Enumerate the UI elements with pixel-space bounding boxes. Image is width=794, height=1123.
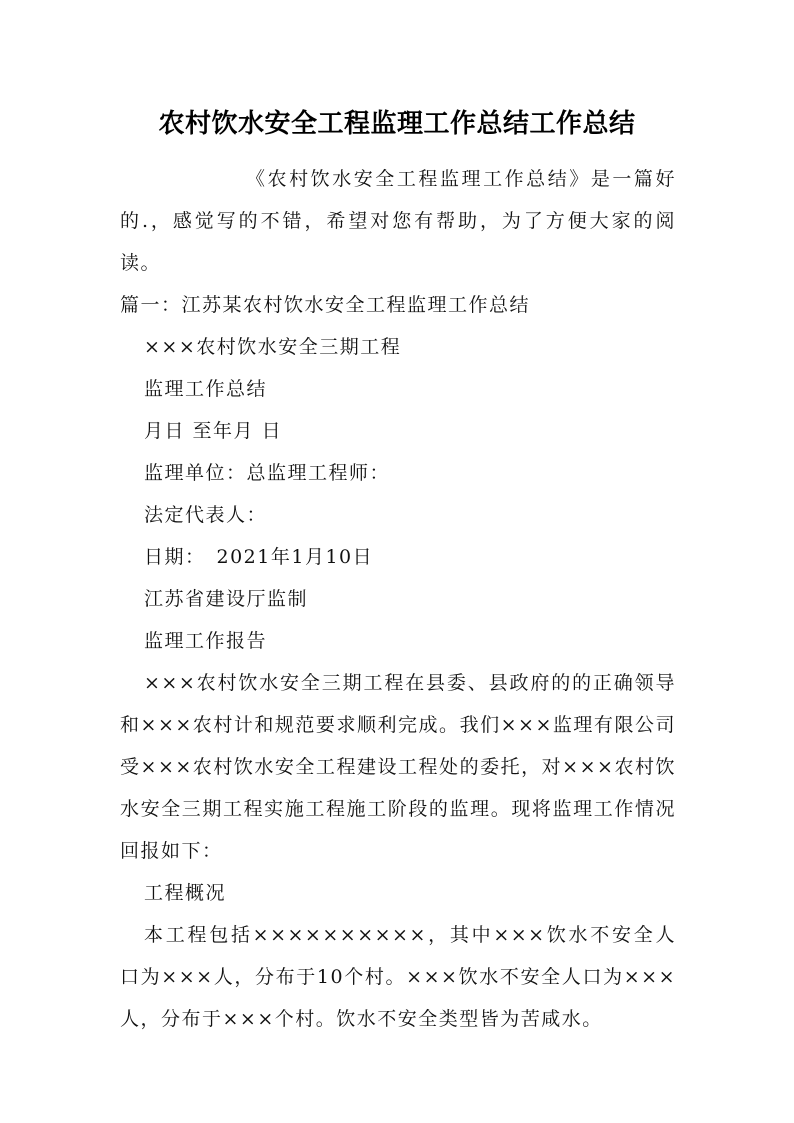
intro-paragraph: 《农村饮水安全工程监理工作总结》是一篇好的.，感觉写的不错，希望对您有帮助，为了方便大家的阅读。 — [120, 168, 676, 274]
cover-project-name: ×××农村饮水安全三期工程 — [144, 336, 402, 358]
report-paragraph: ×××农村饮水安全三期工程在县委、县政府的的正确领导和×××农村计和规范要求顺利完成。我们×××监理有限公司受×××农村饮水安全工程建设工程处的委托，对×××农村饮水安全三期工程实施工程施工阶段的监理。现将监理工作情况回报如下： — [120, 672, 676, 862]
cover-supervisor: 监理单位：总监理工程师： — [144, 462, 391, 484]
section-heading: 篇一：江苏某农村饮水安全工程监理工作总结 — [120, 294, 531, 316]
cover-legal-rep: 法定代表人： — [144, 504, 268, 526]
overview-heading: 工程概况 — [144, 882, 227, 904]
document-body — [120, 158, 676, 1040]
cover-period: 月日 至年月 日 — [144, 420, 283, 442]
cover-doc-type: 监理工作总结 — [144, 378, 268, 400]
report-heading: 监理工作报告 — [144, 630, 268, 652]
cover-issuer: 江苏省建设厅监制 — [144, 588, 309, 610]
overview-paragraph: 本工程包括××××××××××，其中×××饮水不安全人口为×××人，分布于10个村。×××饮水不安全人口为×××人，分布于×××个村。饮水不安全类型皆为苦咸水。 — [120, 924, 676, 1030]
cover-date: 日期： 2021年1月10日 — [144, 546, 374, 568]
document-title: 农村饮水安全工程监理工作总结工作总结 — [158, 109, 636, 139]
